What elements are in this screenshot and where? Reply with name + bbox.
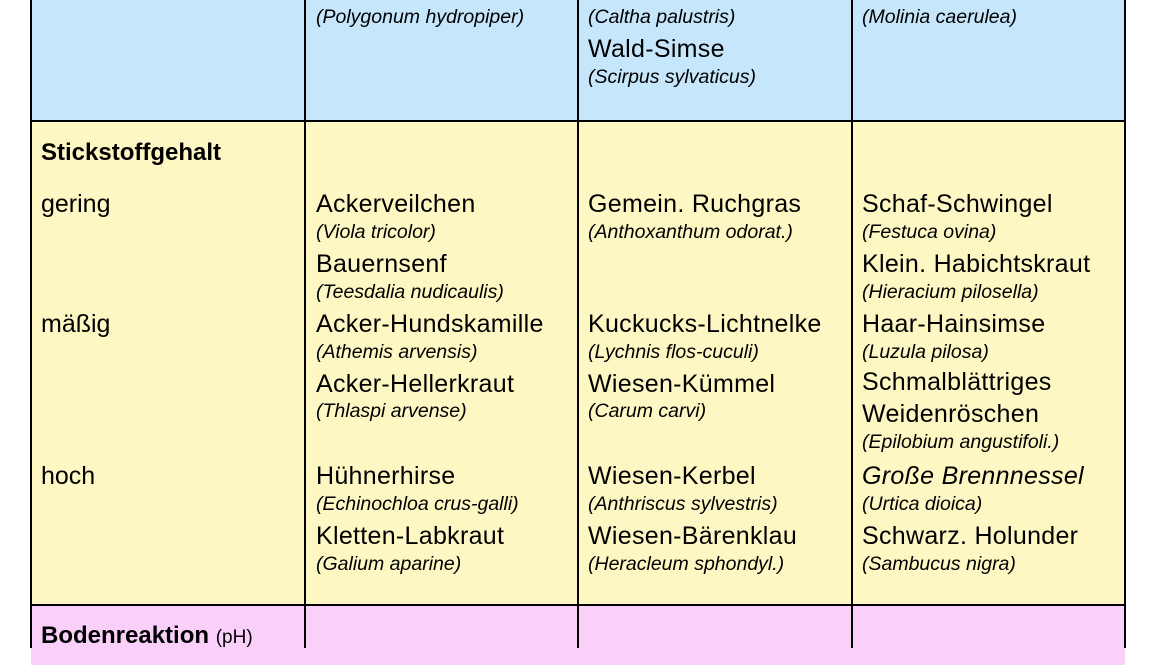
- plant-name: Kuckucks-Lichtnelke: [588, 310, 822, 338]
- plant-latin-name: (Carum carvi): [588, 400, 707, 422]
- plant-name: Haar-Hainsimse: [862, 310, 1046, 338]
- row-label-gering: gering: [41, 190, 111, 218]
- grid-line-col3: [851, 0, 853, 648]
- grid-line-col2: [577, 0, 579, 648]
- grid-line-row-top: [31, 120, 1126, 122]
- ph-section-heading: [41, 624, 253, 648]
- plant-name: Bauernsenf: [316, 250, 447, 278]
- plant-name: Hühnerhirse: [316, 462, 456, 490]
- plant-latin-name: (Thlaspi arvense): [316, 400, 467, 422]
- ph-heading-text: Bodenreaktion: [41, 622, 210, 649]
- row-label-hoch: hoch: [41, 462, 96, 490]
- plant-latin-name: (Teesdalia nudicaulis): [316, 281, 504, 303]
- plant-latin-name: (Anthriscus sylvestris): [588, 493, 778, 515]
- plant-latin-name: (Festuca ovina): [862, 221, 997, 243]
- plant-latin-name: (Anthoxanthum odorat.): [588, 221, 793, 243]
- plant-latin-name: (Polygonum hydropiper): [316, 6, 525, 28]
- plant-name: Schwarz. Holunder: [862, 522, 1079, 550]
- plant-name: Große Brennnessel: [862, 462, 1084, 490]
- grid-line-row-bottom: [31, 604, 1126, 606]
- plant-latin-name: (Scirpus sylvaticus): [588, 66, 756, 88]
- plant-latin-name: (Lychnis flos-cuculi): [588, 341, 759, 363]
- nitrogen-section-heading: Stickstoffgehalt: [41, 139, 222, 166]
- plant-latin-name: (Viola tricolor): [316, 221, 436, 243]
- plant-latin-name: (Athemis arvensis): [316, 341, 478, 363]
- plant-latin-name: (Caltha palustris): [588, 6, 736, 28]
- plant-latin-name: (Echinochloa crus-galli): [316, 493, 519, 515]
- plant-latin-name: (Urtica dioica): [862, 493, 983, 515]
- plant-name: Ackerveilchen: [316, 190, 476, 218]
- plant-name: Kletten-Labkraut: [316, 522, 505, 550]
- plant-name: Klein. Habichtskraut: [862, 250, 1091, 278]
- plant-latin-name: (Galium aparine): [316, 553, 462, 575]
- ph-heading-suffix: (pH): [215, 627, 253, 648]
- grid-line-right: [1124, 0, 1126, 648]
- grid-line-left: [30, 0, 32, 648]
- plant-latin-name: (Hieracium pilosella): [862, 281, 1039, 303]
- plant-latin-name: (Sambucus nigra): [862, 553, 1016, 575]
- plant-name: Acker-Hellerkraut: [316, 370, 515, 398]
- plant-latin-name: (Heracleum sphondyl.): [588, 553, 785, 575]
- plant-latin-name: (Molinia caerulea): [862, 6, 1017, 28]
- plant-name: Wald-Simse: [588, 35, 725, 63]
- plant-name: Acker-Hundskamille: [316, 310, 544, 338]
- plant-name: Weidenröschen: [862, 400, 1040, 428]
- plant-name: Wiesen-Kümmel: [588, 370, 776, 398]
- plant-latin-name: (Epilobium angustifoli.): [862, 431, 1060, 453]
- plant-name: Schaf-Schwingel: [862, 190, 1053, 218]
- row-label-maessig: mäßig: [41, 310, 111, 338]
- plant-name: Wiesen-Kerbel: [588, 462, 756, 490]
- plant-latin-name: (Luzula pilosa): [862, 341, 989, 363]
- plant-name: Wiesen-Bärenklau: [588, 522, 798, 550]
- plant-name: Gemein. Ruchgras: [588, 190, 802, 218]
- grid-line-col1: [304, 0, 306, 648]
- plant-name: Schmalblättriges: [862, 368, 1052, 396]
